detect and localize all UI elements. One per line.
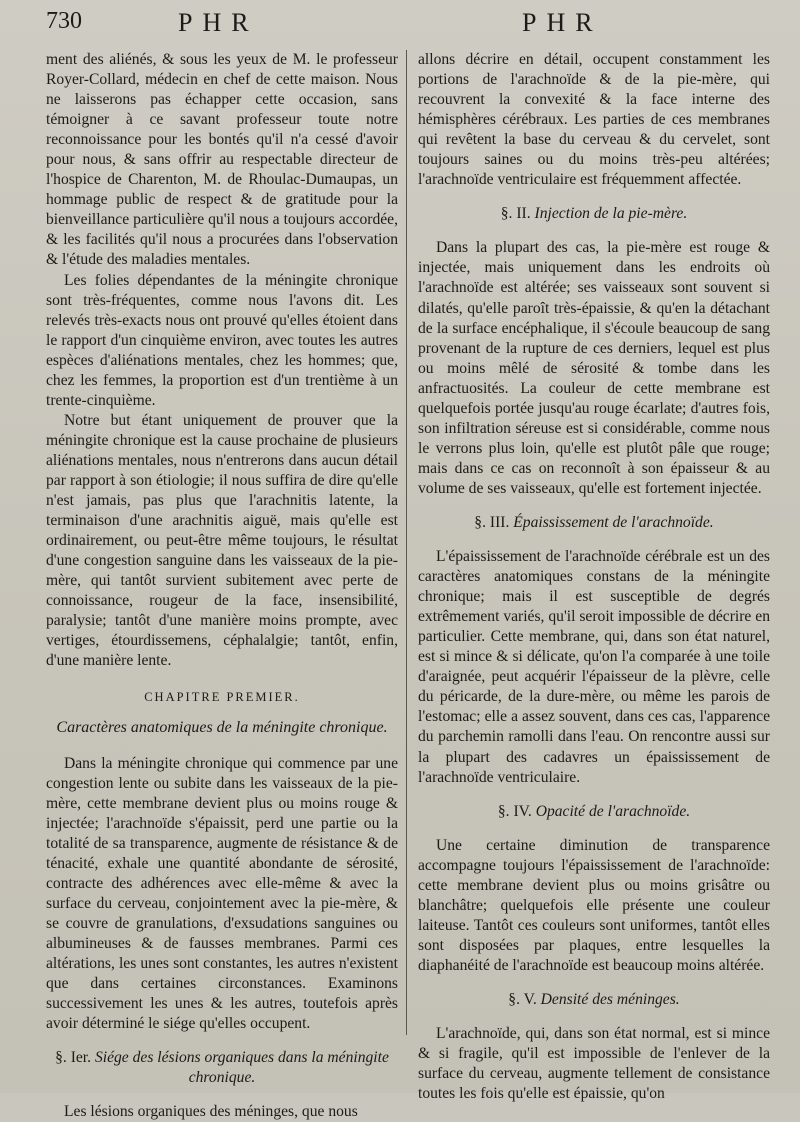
section-title: Épaississement de l'arachnoïde. — [513, 513, 714, 531]
right-paragraph-5: L'arachnoïde, qui, dans son état normal, est si mince & si fragile, qu'il est impossible de l'enlever de la surface du cerveau, augmente tellement de consistance toutes les fois qu'elle est épaissie, qu'on — [418, 1025, 770, 1103]
section-number: §. IV. — [497, 802, 532, 820]
column-divider — [406, 50, 407, 1035]
chapter-heading: CHAPITRE PREMIER. — [144, 690, 300, 705]
running-head-left: PHR — [178, 8, 259, 37]
section-number: §. V. — [508, 990, 537, 1008]
section-heading-4 — [418, 802, 770, 822]
section-title: Densité des méninges. — [540, 990, 680, 1008]
section-heading-3 — [418, 513, 770, 533]
left-paragraph-4: Dans la méningite chronique qui commence par une congestion lente ou subite dans les vaisseaux de la pie-mère, cette membrane devient plus ou moins rouge & injectée; l'arachnoïde s'épaissit, perd une partie ou la totalité de sa transparence, augmente de résistance & de ténacité, exhale une quantité abondante de sérosité, contracte des adhérences avec elle-même & avec la surface du cerveau, conjointement avec la pie-mère, & se couvre de granulations, d'exsudations sanguines ou albumineuses & de fausses membranes. Parmi ces altérations, les unes sont constantes, les autres n'existent que dans certaines circonstances. Examinons successivement les unes & les autres, toutefois après avoir déterminé le siége qu'elles occupent. — [46, 754, 398, 1033]
section-title: Opacité de l'arachnoïde. — [535, 802, 691, 820]
section-heading-5 — [418, 990, 770, 1010]
section-title: Siége des lésions organiques dans la méningite chronique. — [94, 1049, 389, 1087]
section-number: §. Ier. — [55, 1049, 92, 1067]
section-heading-1 — [46, 1048, 398, 1088]
right-paragraph-2: Dans la plupart des cas, la pie-mère est rouge & injectée, mais uniquement dans les endroits où l'arachnoïde est altérée; ses vaisseaux sont souvent si dilatés, qu'elle paroît très-épaissie, & qu'en la détachant de la surface encéphalique, il s'écoule beaucoup de sang provenant de la rupture de ces derniers, lequel est plus ou moins mêlé de sérosité & tombe dans les anfractuosités. La couleur de cette membrane est quelquefois portée jusqu'au rouge écarlate; d'autres fois, son infiltration séreuse est si considérable, comme nous le verrons plus loin, qu'elle est plutôt pâle que rouge; mais dans ce cas on reconnoît à son épaisseur & au volume de ses vaisseaux, qu'elle est fortement injectée. — [418, 239, 770, 497]
left-column — [46, 50, 398, 1122]
left-paragraph-3: Notre but étant uniquement de prouver que la méningite chronique est la cause prochaine de plusieurs aliénations mentales, nous n'entrerons dans aucun détail par rapport à son étiologie; il nous suffira de dire qu'elle n'est jamais, pas plus que l'arachnitis latente, la terminaison d'une arachnitis aiguë, mais qu'elle est ordinairement, ou peut-être même toujours, le résultat d'une congestion sanguine dans les vaisseaux de la pie-mère, qui tantôt survient subitement avec perte de connoissance, rougeur de la face, insensibilité, paralysie; tantôt d'une manière moins prompte, avec vertiges, étourdissemens, céphalalgie; tantôt, enfin, d'une manière lente. — [46, 411, 398, 670]
right-column — [418, 50, 770, 1104]
right-paragraph-4: Une certaine diminution de transparence accompagne toujours l'épaississement de l'arachnoïde: cette membrane devient plus ou moins grisâtre ou blanchâtre; quelquefois elle présente une couleur laiteuse. Tantôt ces couleurs sont uniformes, tantôt elles sont disposées par plaques, entre lesquelles la diaphanéité de l'arachnoïde est beaucoup moins altérée. — [418, 836, 770, 974]
left-paragraph-5: Les lésions organiques des méninges, que nous — [64, 1103, 358, 1121]
section-number: §. II. — [500, 205, 531, 223]
page-number: 730 — [46, 8, 82, 34]
left-paragraph-1: ment des aliénés, & sous les yeux de M. le professeur Royer-Collard, médecin en chef de cette maison. Nous ne laisserons pas échapper cette occasion, sans témoigner à ce savant professeur toute notre reconnoissance pour les bontés qu'il n'a cessé d'avoir pour nous, & sans offrir au respectable directeur de l'hospice de Charenton, M. de Rhoulac-Dumaupas, un hommage public de respect & de gratitude pour la bienveillance particulière qu'il nous a toujours accordée, & les facilités qu'il nous a procurées dans l'observation & l'étude des maladies mentales. — [46, 51, 398, 269]
section-number: §. III. — [474, 513, 510, 531]
left-paragraph-2: Les folies dépendantes de la méningite chronique sont très-fréquentes, comme nous l'avons dit. Les relevés très-exacts nous ont prouvé qu'elles étoient dans le rapport d'un cinquième environ, avec toutes les autres espèces d'aliénations mentales, chez les hommes; que, chez les femmes, la proportion est d'un trentième à un trente-cinquième. — [46, 271, 398, 409]
chapter-title: Caractères anatomiques de la méningite chronique. — [56, 718, 388, 736]
section-heading-2 — [418, 204, 770, 224]
right-paragraph-1: allons décrire en détail, occupent constamment les portions de l'arachnoïde & de la pie-mère, qui recouvrent la convexité & la face interne des hémisphères cérébraux. Les parties de ces membranes qui revêtent la base du cerveau & du cervelet, sont toujours saines ou du moins très-peu altérées; l'arachnoïde ventriculaire est fréquemment affectée. — [418, 51, 770, 189]
running-head-right: PHR — [522, 8, 603, 37]
section-title: Injection de la pie-mère. — [534, 205, 688, 223]
right-paragraph-3: L'épaississement de l'arachnoïde cérébrale est un des caractères anatomiques constans de la méningite chronique; mais il est susceptible de degrés extrêmement variés, qu'il seroit impossible de décrire en particulier. Cette membrane, qui, dans son état naturel, est si mince & si délicate, qu'on l'a comparée à une toile d'araignée, peut acquérir l'épaisseur de la plèvre, celle du péricarde, de la dure-mère, ou même les parois de l'estomac; elle a assez souvent, dans ces cas, l'apparence du parchemin ramolli dans l'eau. On rencontre aussi sur la plupart des cadavres un épaississement de l'arachnoïde ventriculaire. — [418, 548, 770, 786]
